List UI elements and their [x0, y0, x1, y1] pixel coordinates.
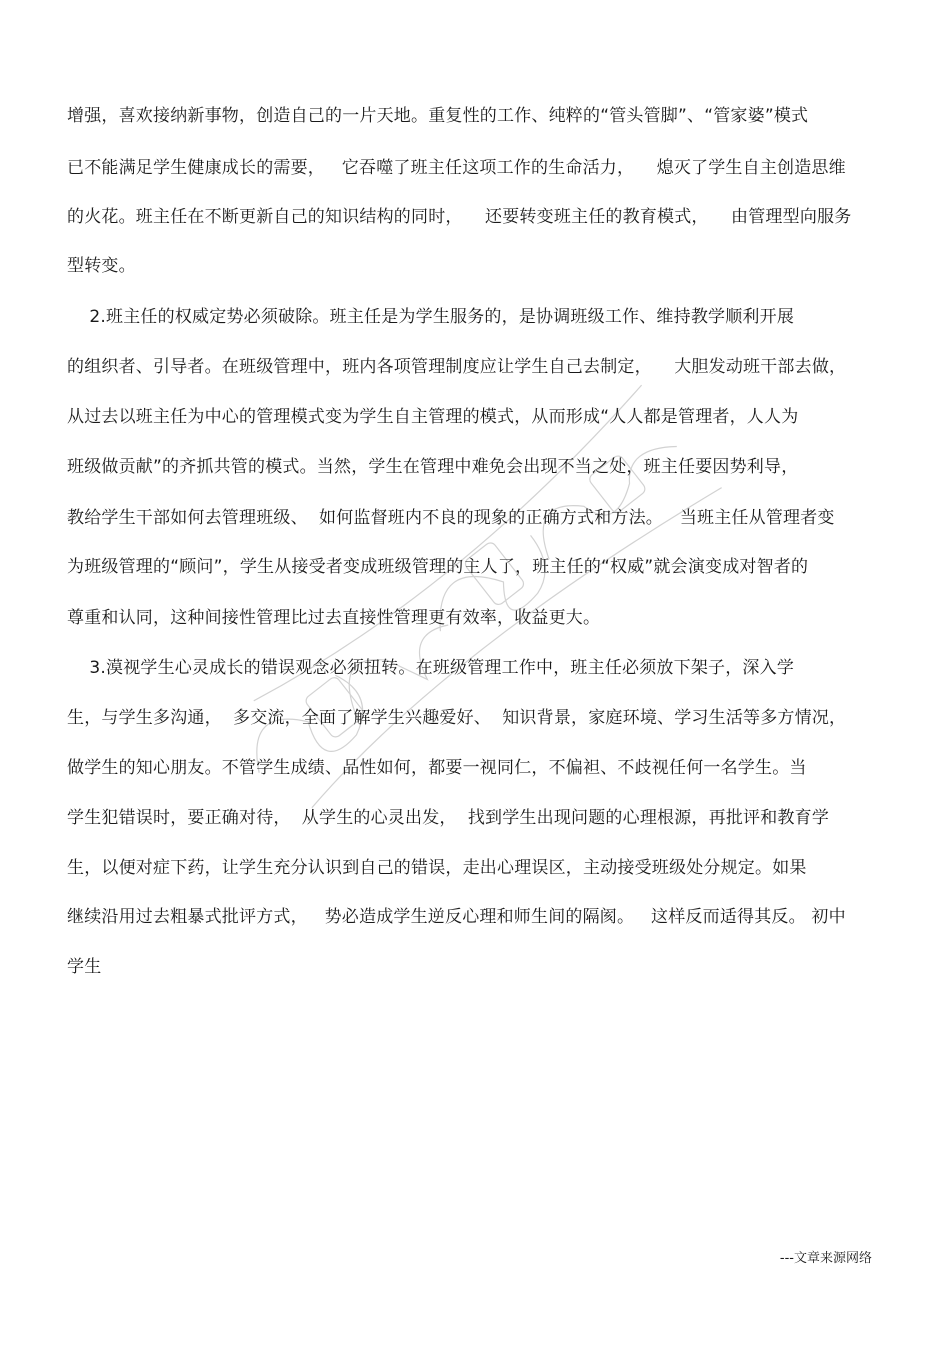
body-line-13: 生，与学生多沟通， 多交流，全面了解学生兴趣爱好、 知识背景，家庭环境、学习生活等多方情况，: [67, 708, 847, 728]
body-line-18: 学生: [67, 957, 102, 977]
source-footer: ---文章来源网络: [779, 1251, 872, 1266]
body-line-4: 型转变。: [67, 256, 136, 276]
body-line-12: 3.漠视学生心灵成长的错误观念必须扭转。在班级管理工作中，班主任必须放下架子，深入学: [67, 658, 795, 678]
body-line-1: 增强，喜欢接纳新事物，创造自己的一片天地。重复性的工作、纯粹的“管头管脚”、“管家婆”模式: [67, 106, 809, 126]
body-line-8: 班级做贡献”的齐抓共管的模式。当然，学生在管理中难免会出现不当之处，班主任要因势利导，: [67, 457, 799, 477]
body-line-10: 为班级管理的“顾问”，学生从接受者变成班级管理的主人了，班主任的“权威”就会演变成对智者的: [67, 557, 809, 577]
body-line-5: 2.班主任的权威定势必须破除。班主任是为学生服务的，是协调班级工作、维持教学顺利开展: [67, 307, 795, 327]
body-line-17: 继续沿用过去粗暴式批评方式， 势必造成学生逆反心理和师生间的隔阂。 这样反而适得其反。 初中: [67, 907, 846, 927]
body-line-14: 做学生的知心朋友。不管学生成绩、品性如何，都要一视同仁，不偏袒、不歧视任何一名学生。当: [67, 758, 807, 778]
body-line-16: 生，以便对症下药，让学生充分认识到自己的错误，走出心理误区，主动接受班级处分规定。如果: [67, 858, 807, 878]
body-line-15: 学生犯错误时，要正确对待， 从学生的心灵出发， 找到学生出现问题的心理根源，再批评和教育学: [67, 808, 830, 828]
body-line-11: 尊重和认同，这种间接性管理比过去直接性管理更有效率，收益更大。: [67, 608, 601, 628]
body-line-3: 的火花。班主任在不断更新自己的知识结构的同时， 还要转变班主任的教育模式， 由管理型向服务: [67, 207, 852, 227]
body-line-7: 从过去以班主任为中心的管理模式变为学生自主管理的模式，从而形成“人人都是管理者，人人为: [67, 407, 799, 427]
body-line-9: 教给学生干部如何去管理班级、 如何监督班内不良的现象的正确方式和方法。 当班主任从管理者变: [67, 508, 835, 528]
body-line-2: 已不能满足学生健康成长的需要， 它吞噬了班主任这项工作的生命活力， 熄灭了学生自主创造思维: [67, 158, 846, 178]
body-line-6: 的组织者、引导者。在班级管理中，班内各项管理制度应让学生自己去制定， 大胆发动班干部去做，: [67, 357, 847, 377]
